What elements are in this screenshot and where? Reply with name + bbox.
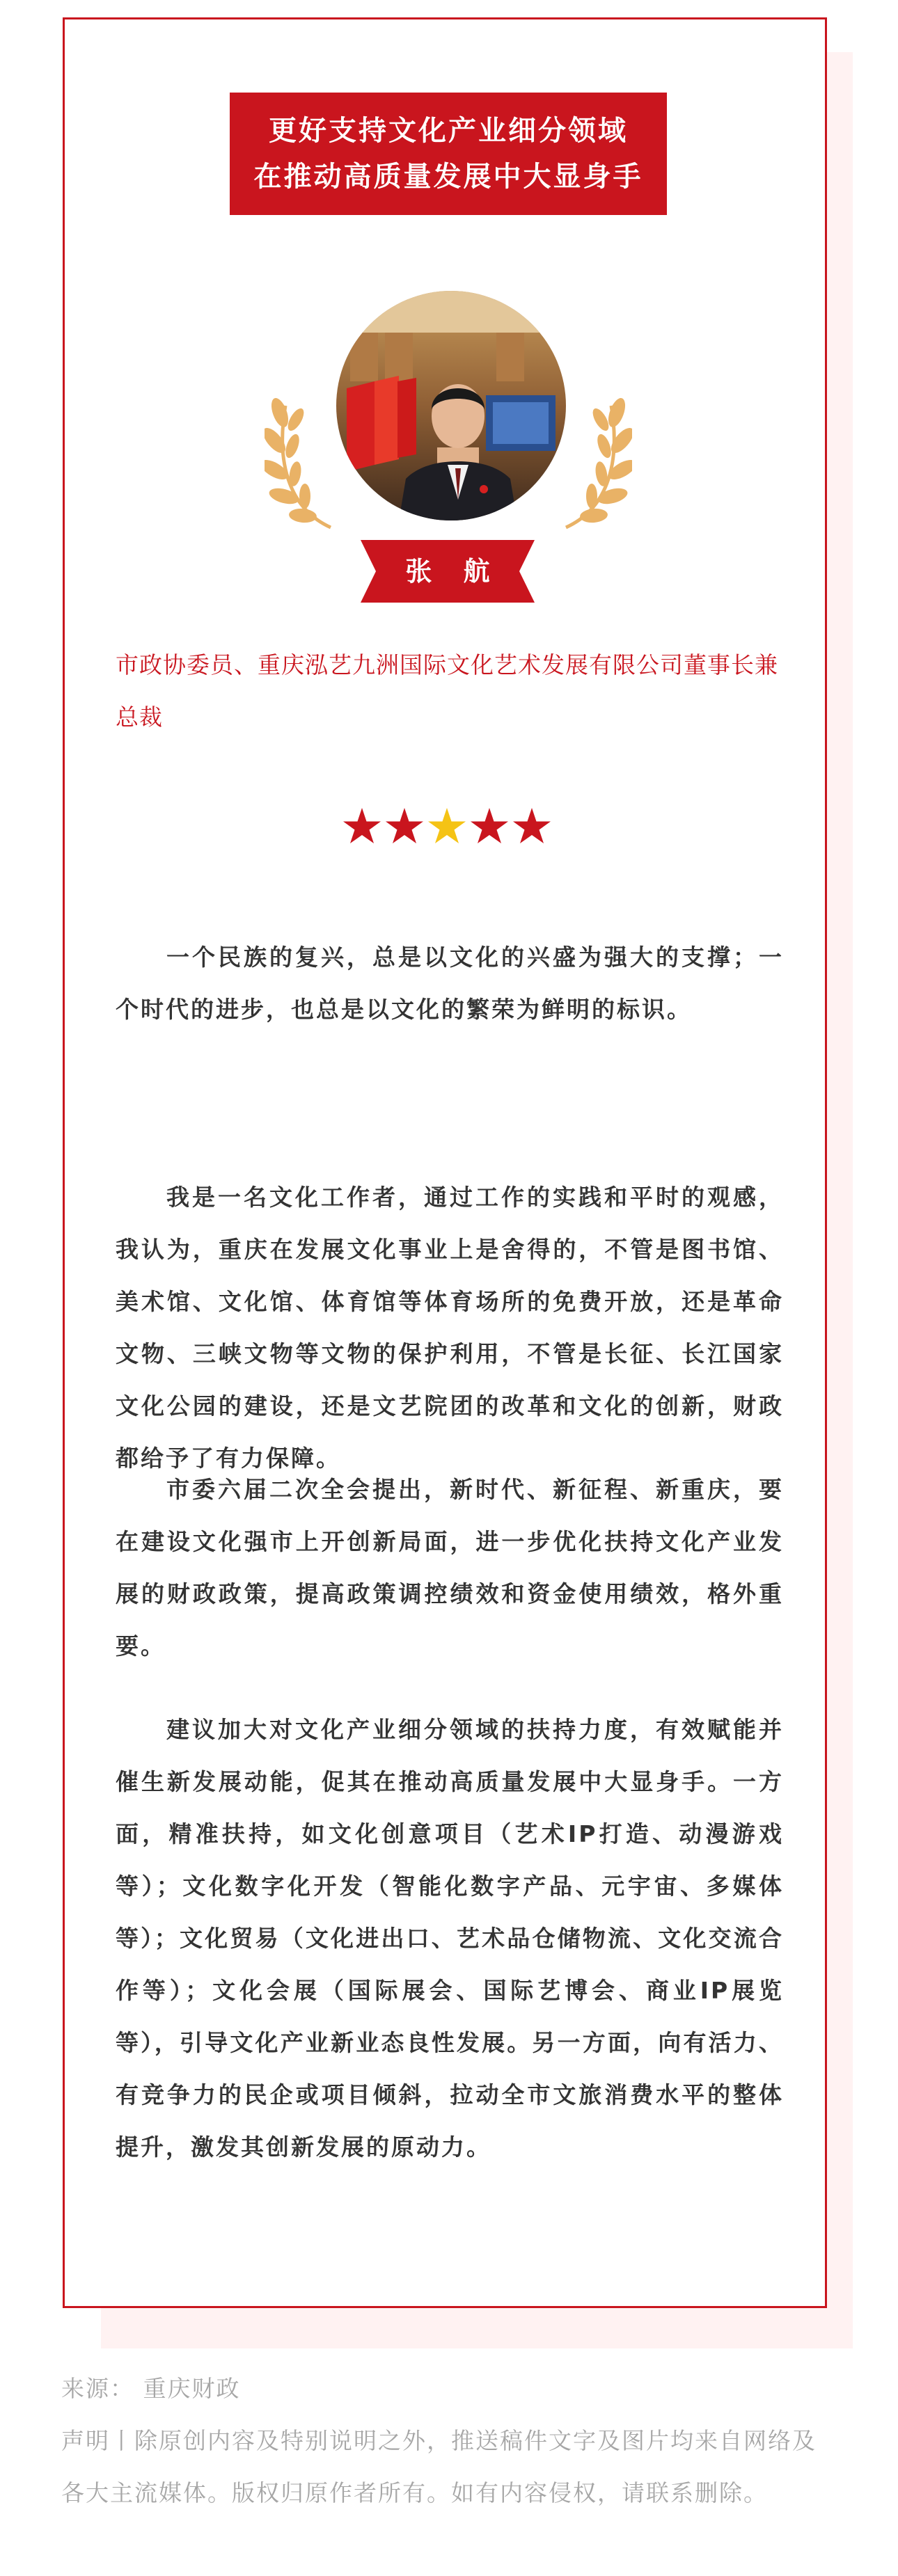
star-icon [471,808,508,843]
star-icon [386,808,423,843]
star-icon [513,808,551,843]
headline-line-1: 更好支持文化产业细分领域 [269,115,628,147]
paragraph-1 [116,931,784,1035]
headline-line-2: 在推动高质量发展中大显身手 [253,161,643,193]
paragraph-3 [116,1463,784,1672]
paragraph-1-text: 一个民族的复兴，总是以文化的兴盛为强大的支撑；一个时代的进步，也总是以文化的繁荣为鲜明的标识。 [116,944,784,1023]
paragraph-2 [116,1171,784,1484]
person-name: 张 航 [405,556,501,587]
person-position: 市政协委员、重庆泓艺九洲国际文化艺术发展有限公司董事长兼总裁 [116,651,778,731]
portrait-illustration [336,291,566,520]
paragraph-2-text: 我是一名文化工作者，通过工作的实践和平时的观感，我认为，重庆在发展文化事业上是舍得的，不管是图书馆、美术馆、文化馆、体育馆等体育场所的免费开放，还是革命文物、三峡文物等文物的保护利用，不管是长征、长江国家文化公园的建设，还是文艺院团的改革和文化的创新，财政都给予了有力保障。 [116,1184,784,1472]
paragraph-4-text: 建议加大对文化产业细分领域的扶持力度，有效赋能并催生新发展动能，促其在推动高质量发展中大显身手。一方面，精准扶持，如文化创意项目（艺术IP打造、动漫游戏等）；文化数字化开发（智能化数字产品、元宇宙、多媒体等）；文化贸易（文化进出口、艺术品仓储物流、文化交流合作等）；文化会展（国际展会、国际艺博会、商业IP展览等），引导文化产业新业态良性发展。另一方面，向有活力、有竞争力的民企或项目倾斜，拉动全市文旅消费水平的整体提升，激发其创新发展的原动力。 [116,1716,784,2161]
headline-banner [230,93,667,215]
rating-stars [343,806,552,848]
paragraph-3-text: 市委六届二次全会提出，新时代、新征程、新重庆，要在建设文化强市上开创新局面，进一步优化扶持文化产业发展的财政政策，提高政策调控绩效和资金使用绩效，格外重要。 [116,1476,784,1660]
article-card [63,17,827,2308]
footer [61,2362,834,2519]
portrait-photo [336,291,566,520]
paragraph-4 [116,1703,784,2173]
laurel-left-icon [265,392,341,531]
laurel-right-icon [556,392,632,531]
source-line: 来源： 重庆财政 [61,2375,241,2402]
statement-line: 声明丨除原创内容及特别说明之外，推送稿件文字及图片均来自网络及各大主流媒体。版权归原作者所有。如有内容侵权，请联系删除。 [61,2427,817,2506]
star-icon [343,808,381,843]
star-icon [428,808,466,843]
